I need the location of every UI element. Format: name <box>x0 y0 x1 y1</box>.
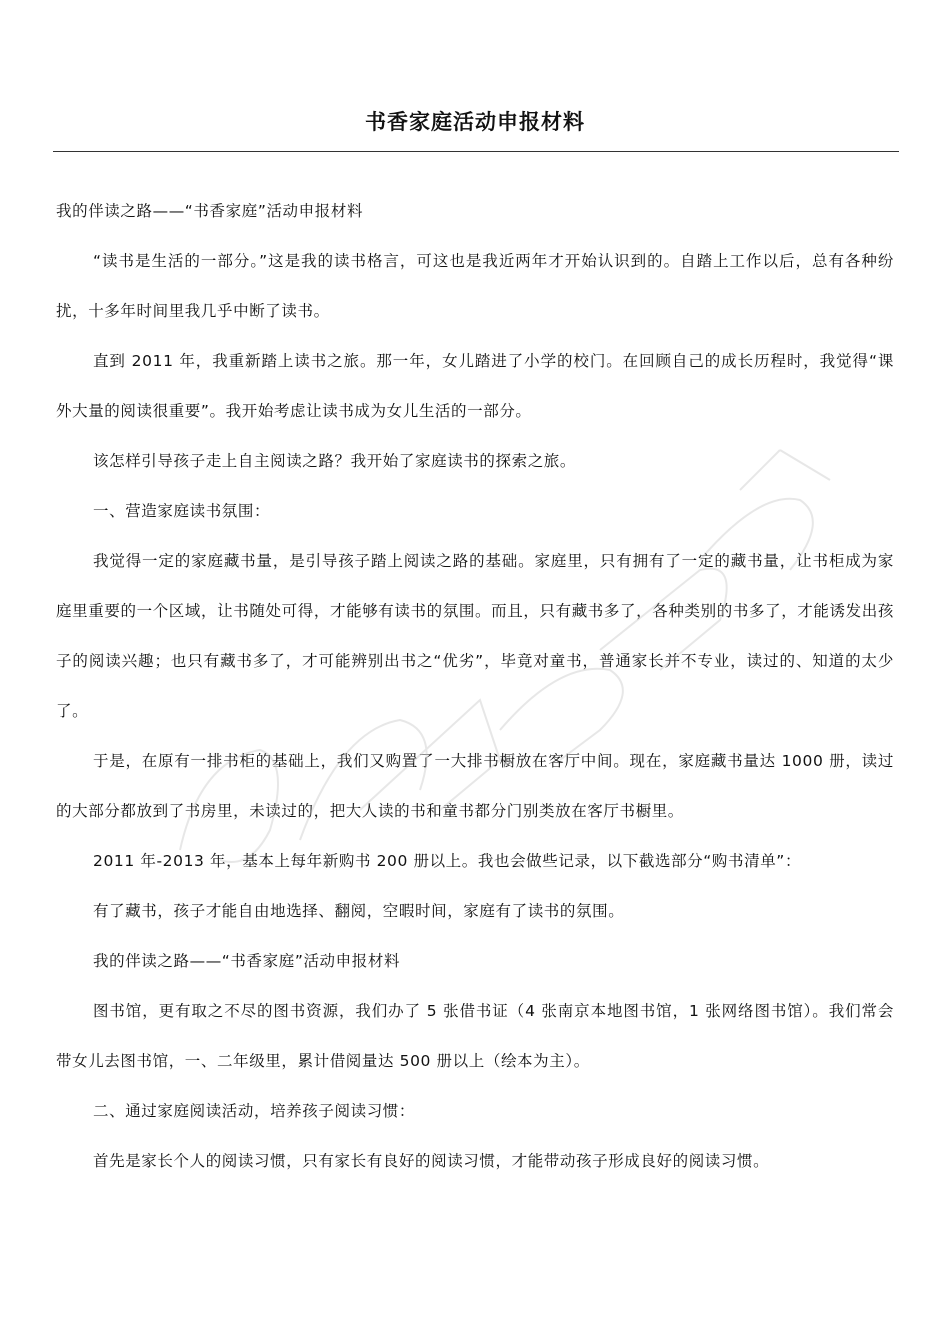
paragraph: 直到 2011 年，我重新踏上读书之旅。那一年，女儿踏进了小学的校门。在回顾自己的成长历程时，我觉得“课外大量的阅读很重要”。我开始考虑让读书成为女儿生活的一部分。 <box>56 352 894 420</box>
document-title: 书香家庭活动申报材料 <box>365 110 585 134</box>
paragraph: 有了藏书，孩子才能自由地选择、翻阅，空暇时间，家庭有了读书的氛围。 <box>93 902 625 920</box>
document-body <box>56 186 894 1186</box>
paragraph: 首先是家长个人的阅读习惯，只有家长有良好的阅读习惯，才能带动孩子形成良好的阅读习惯。 <box>93 1152 770 1170</box>
paragraph: 图书馆，更有取之不尽的图书资源，我们办了 5 张借书证（4 张南京本地图书馆，1 张网络图书馆）。我们常会带女儿去图书馆，一、二年级里，累计借阅量达 500 册以上（绘本为主）。 <box>56 1002 894 1070</box>
paragraph: 我的伴读之路——“书香家庭”活动申报材料 <box>56 202 364 220</box>
paragraph: 于是，在原有一排书柜的基础上，我们又购置了一大排书橱放在客厅中间。现在，家庭藏书量达 1000 册，读过的大部分都放到了书房里，未读过的，把大人读的书和童书都分门别类放在客厅书橱里。 <box>56 752 894 820</box>
paragraph: 我觉得一定的家庭藏书量，是引导孩子踏上阅读之路的基础。家庭里，只有拥有了一定的藏书量，让书柜成为家庭里重要的一个区域，让书随处可得，才能够有读书的氛围。而且，只有藏书多了，各种类别的书多了，才能诱发出孩子的阅读兴趣；也只有藏书多了，才可能辨别出书之“优劣”，毕竟对童书，普通家长并不专业，读过的、知道的太少了。 <box>56 552 894 720</box>
paragraph: 该怎样引导孩子走上自主阅读之路？我开始了家庭读书的探索之旅。 <box>93 452 577 470</box>
paragraph: 2011 年-2013 年，基本上每年新购书 200 册以上。我也会做些记录，以下截选部分“购书清单”： <box>93 852 802 870</box>
paragraph: 我的伴读之路——“书香家庭”活动申报材料 <box>93 952 401 970</box>
paragraph: 一、营造家庭读书氛围： <box>93 502 271 520</box>
title-divider <box>53 151 899 152</box>
paragraph: 二、通过家庭阅读活动，培养孩子阅读习惯： <box>93 1102 416 1120</box>
paragraph: “读书是生活的一部分。”这是我的读书格言，可这也是我近两年才开始认识到的。自踏上工作以后，总有各种纷扰，十多年时间里我几乎中断了读书。 <box>56 252 894 320</box>
